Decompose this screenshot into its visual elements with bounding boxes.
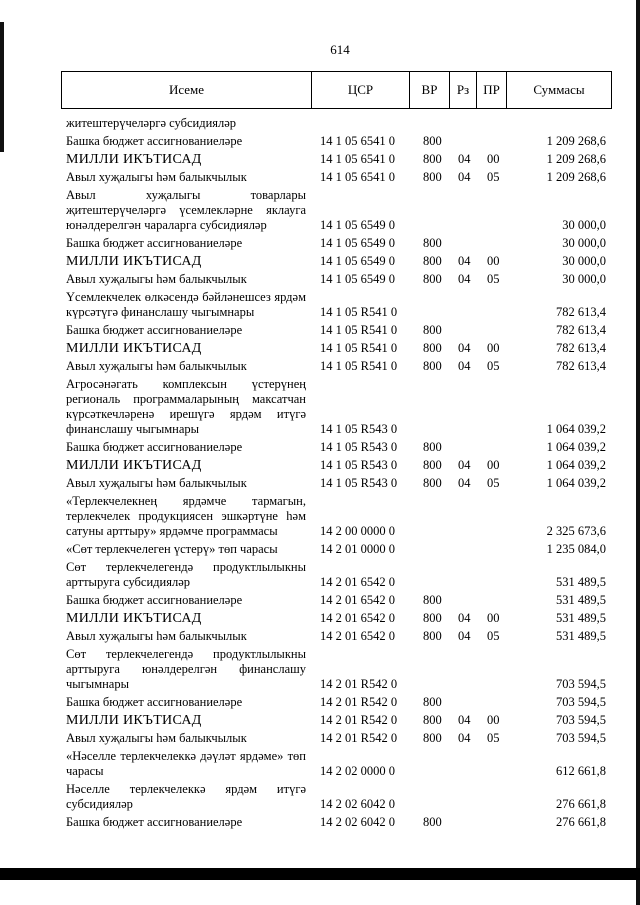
row-csr: 14 2 01 R542 0	[320, 713, 398, 727]
row-rz: 04	[458, 341, 471, 355]
row-rz: 04	[458, 611, 471, 625]
table-row	[66, 815, 612, 830]
row-sum: 1 209 268,6	[546, 170, 606, 184]
row-csr: 14 1 05 R541 0	[320, 341, 398, 355]
row-csr: 14 1 05 6541 0	[320, 152, 395, 166]
row-name: «Терлекчелекнең ярдәмче тармагын, терлекчелек продукциясен эшкәртүне һәм сатуны арттыру» ярдәмче программасы	[66, 494, 306, 538]
row-name: МИЛЛИ ИКЪТИСАД	[66, 458, 202, 473]
row-rz: 04	[458, 254, 471, 268]
row-vr: 800	[423, 731, 442, 745]
row-name: МИЛЛИ ИКЪТИСАД	[66, 713, 202, 728]
row-vr: 800	[423, 323, 442, 337]
header-csr: ЦСР	[312, 72, 410, 108]
row-vr: 800	[423, 476, 442, 490]
row-csr: 14 2 02 6042 0	[320, 797, 395, 811]
row-name: Авыл хуҗалыгы һәм балыкчылык	[66, 731, 247, 745]
row-name: МИЛЛИ ИКЪТИСАД	[66, 254, 202, 269]
row-sum: 782 613,4	[556, 305, 606, 319]
table-row	[66, 359, 612, 374]
table-row	[66, 611, 612, 626]
row-rz: 04	[458, 713, 471, 727]
table-row	[66, 731, 612, 746]
row-vr: 800	[423, 152, 442, 166]
row-sum: 531 489,5	[556, 593, 606, 607]
row-name: «Сөт терлекчелеген үстерү» төп чарасы	[66, 542, 278, 556]
row-vr: 800	[423, 134, 442, 148]
row-csr: 14 1 05 R541 0	[320, 359, 398, 373]
row-name: Үсемлекчелек өлкәсендә бәйләнешсез ярдәм күрсәтүгә финанслашу чыгымнары	[66, 290, 306, 319]
table-row	[66, 713, 612, 728]
row-name: Сөт терлекчелегендә продуктлылыкны арттыруга субсидияләр	[66, 560, 306, 589]
row-csr: 14 2 02 0000 0	[320, 764, 395, 778]
row-name: Башка бюджет ассигнованиеләре	[66, 815, 243, 829]
row-pr: 05	[487, 731, 500, 745]
row-sum: 1 064 039,2	[546, 476, 606, 490]
table-row	[66, 323, 612, 338]
row-rz: 04	[458, 272, 471, 286]
header-name: Исеме	[62, 72, 312, 108]
row-vr: 800	[423, 815, 442, 829]
row-name: Башка бюджет ассигнованиеләре	[66, 236, 243, 250]
row-sum: 782 613,4	[556, 323, 606, 337]
row-rz: 04	[458, 629, 471, 643]
row-sum: 276 661,8	[556, 797, 606, 811]
row-vr: 800	[423, 458, 442, 472]
row-vr: 800	[423, 272, 442, 286]
table-row	[66, 695, 612, 710]
row-vr: 800	[423, 440, 442, 454]
row-sum: 1 064 039,2	[546, 422, 606, 436]
table-row	[66, 458, 612, 473]
row-name: МИЛЛИ ИКЪТИСАД	[66, 152, 202, 167]
table-row	[66, 593, 612, 608]
row-sum: 30 000,0	[562, 272, 606, 286]
row-csr: 14 2 01 6542 0	[320, 629, 395, 643]
row-csr: 14 1 05 R541 0	[320, 323, 398, 337]
row-pr: 00	[487, 713, 500, 727]
row-rz: 04	[458, 152, 471, 166]
row-csr: 14 1 05 6541 0	[320, 134, 395, 148]
row-name: Авыл хуҗалыгы һәм балыкчылык	[66, 629, 247, 643]
row-name: Башка бюджет ассигнованиеләре	[66, 134, 243, 148]
table-row	[66, 476, 612, 491]
row-sum: 276 661,8	[556, 815, 606, 829]
row-name: Авыл хуҗалыгы һәм балыкчылык	[66, 170, 247, 184]
row-pr: 05	[487, 170, 500, 184]
row-sum: 531 489,5	[556, 611, 606, 625]
row-sum: 531 489,5	[556, 575, 606, 589]
table-row	[66, 749, 612, 779]
header-sum: Суммасы	[533, 82, 585, 97]
row-vr: 800	[423, 254, 442, 268]
row-name: «Нәселле терлекчелеккә дәүләт ярдәме» төп чарасы	[66, 749, 306, 778]
row-vr: 800	[423, 593, 442, 607]
table-row	[66, 116, 612, 131]
row-sum: 703 594,5	[556, 713, 606, 727]
table-row	[66, 494, 612, 539]
header-vr: ВР	[410, 72, 450, 108]
row-sum: 612 661,8	[556, 764, 606, 778]
row-csr: 14 2 01 6542 0	[320, 575, 395, 589]
page-number: 614	[330, 42, 350, 57]
row-sum: 703 594,5	[556, 731, 606, 745]
row-vr: 800	[423, 236, 442, 250]
row-name: Авыл хуҗалыгы һәм балыкчылык	[66, 272, 247, 286]
row-csr: 14 1 05 R543 0	[320, 458, 398, 472]
row-name: МИЛЛИ ИКЪТИСАД	[66, 341, 202, 356]
row-pr: 00	[487, 611, 500, 625]
table-row	[66, 290, 612, 320]
row-name: Башка бюджет ассигнованиеләре	[66, 593, 243, 607]
row-csr: 14 2 01 6542 0	[320, 611, 395, 625]
table-row	[66, 341, 612, 356]
table-row	[66, 560, 612, 590]
table-row	[66, 254, 612, 269]
table-row	[66, 782, 612, 812]
row-sum: 30 000,0	[562, 254, 606, 268]
row-name: Авыл хуҗалыгы товарлары җитештерүчеләргә үсемлекләрне яклауга юнәлдерелгән чараларга субсидияләр	[66, 188, 306, 232]
row-name: Агросәнәгать комплексын үстерүнең региональ программаларының максатчан күрсәткечләренә ирешүгә ярдәм итүгә финанслашу чыгымнары	[66, 377, 306, 436]
row-rz: 04	[458, 458, 471, 472]
scan-edge-right	[636, 0, 640, 905]
row-csr: 14 1 05 R543 0	[320, 440, 398, 454]
row-sum: 30 000,0	[562, 236, 606, 250]
row-csr: 14 2 00 0000 0	[320, 524, 395, 538]
row-vr: 800	[423, 170, 442, 184]
row-vr: 800	[423, 359, 442, 373]
row-sum: 1 235 084,0	[546, 542, 606, 556]
table-row	[66, 152, 612, 167]
scan-edge-bottom	[0, 868, 640, 880]
table-row	[66, 236, 612, 251]
table-row	[66, 377, 612, 437]
row-pr: 00	[487, 254, 500, 268]
row-name: Нәселле терлекчелеккә ярдәм итүгә субсидияләр	[66, 782, 306, 811]
row-name: Авыл хуҗалыгы һәм балыкчылык	[66, 359, 247, 373]
row-pr: 05	[487, 476, 500, 490]
row-csr: 14 2 01 6542 0	[320, 593, 395, 607]
row-csr: 14 1 05 6549 0	[320, 254, 395, 268]
row-pr: 00	[487, 341, 500, 355]
row-pr: 05	[487, 272, 500, 286]
row-vr: 800	[423, 341, 442, 355]
row-vr: 800	[423, 629, 442, 643]
row-name: Башка бюджет ассигнованиеләре	[66, 695, 243, 709]
table-row	[66, 647, 612, 692]
row-csr: 14 2 01 0000 0	[320, 542, 395, 556]
row-csr: 14 1 05 6549 0	[320, 236, 395, 250]
row-rz: 04	[458, 731, 471, 745]
table-body	[66, 113, 612, 830]
row-csr: 14 1 05 R543 0	[320, 476, 398, 490]
table-row	[66, 542, 612, 557]
row-sum: 531 489,5	[556, 629, 606, 643]
row-csr: 14 2 02 6042 0	[320, 815, 395, 829]
row-vr: 800	[423, 713, 442, 727]
row-csr: 14 1 05 R541 0	[320, 305, 398, 319]
row-csr: 14 2 01 R542 0	[320, 695, 398, 709]
row-vr: 800	[423, 695, 442, 709]
row-sum: 1 209 268,6	[546, 152, 606, 166]
row-sum: 2 325 673,6	[546, 524, 606, 538]
row-name: житештерүчеләргә субсидияләр	[66, 116, 237, 130]
row-sum: 1 064 039,2	[546, 440, 606, 454]
row-sum: 703 594,5	[556, 677, 606, 691]
row-vr: 800	[423, 611, 442, 625]
row-name: МИЛЛИ ИКЪТИСАД	[66, 611, 202, 626]
table-row	[66, 629, 612, 644]
row-csr: 14 2 01 R542 0	[320, 677, 398, 691]
row-name: Сөт терлекчелегендә продуктлылыкны арттыруга юнәлдерелгән финанслашу чыгымнары	[66, 647, 306, 691]
row-rz: 04	[458, 359, 471, 373]
row-csr: 14 1 05 6549 0	[320, 272, 395, 286]
row-sum: 782 613,4	[556, 359, 606, 373]
row-pr: 00	[487, 152, 500, 166]
table-row	[66, 272, 612, 287]
header-pr: ПР	[477, 72, 507, 108]
table-header	[61, 71, 612, 109]
header-rz: Рз	[450, 72, 477, 108]
row-rz: 04	[458, 476, 471, 490]
table-row	[66, 134, 612, 149]
table-row	[66, 188, 612, 233]
row-name: Авыл хуҗалыгы һәм балыкчылык	[66, 476, 247, 490]
row-csr: 14 1 05 6541 0	[320, 170, 395, 184]
row-rz: 04	[458, 170, 471, 184]
row-csr: 14 1 05 6549 0	[320, 218, 395, 232]
row-name: Башка бюджет ассигнованиеләре	[66, 440, 243, 454]
row-pr: 05	[487, 629, 500, 643]
row-sum: 30 000,0	[562, 218, 606, 232]
table-row	[66, 440, 612, 455]
row-sum: 703 594,5	[556, 695, 606, 709]
row-sum: 782 613,4	[556, 341, 606, 355]
row-csr: 14 2 01 R542 0	[320, 731, 398, 745]
row-pr: 00	[487, 458, 500, 472]
table-row	[66, 170, 612, 185]
row-csr: 14 1 05 R543 0	[320, 422, 398, 436]
row-sum: 1 064 039,2	[546, 458, 606, 472]
row-sum: 1 209 268,6	[546, 134, 606, 148]
row-name: Башка бюджет ассигнованиеләре	[66, 323, 243, 337]
row-pr: 05	[487, 359, 500, 373]
